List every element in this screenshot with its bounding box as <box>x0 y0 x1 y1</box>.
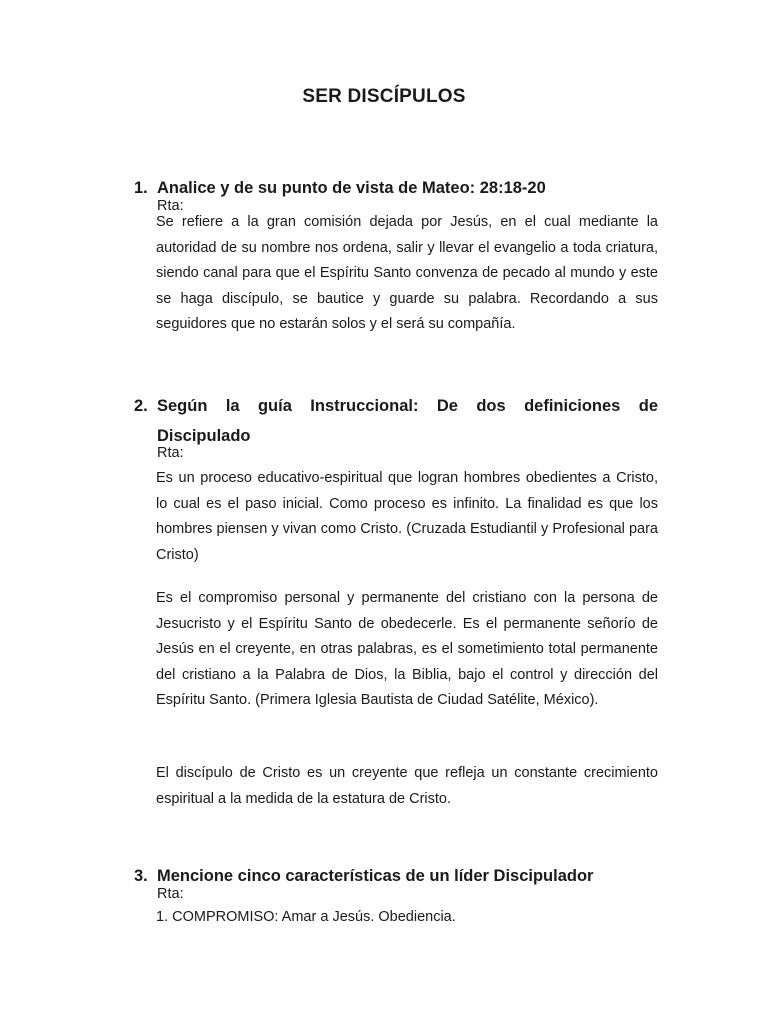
page-title: SER DISCÍPULOS <box>302 86 466 107</box>
question-number: 2. <box>134 397 148 415</box>
question-number: 1. <box>134 179 148 197</box>
answer-paragraph: Es un proceso educativo-espiritual que logran hombres obedientes a Cristo, lo cual es el paso inicial. Como proceso es infinito. La finalidad es que los hombres piensen y vivan como Cristo. (Cruzada Estudiantil y Profesional para Cristo) <box>156 470 658 563</box>
answer-label: Rta: <box>157 886 184 902</box>
answer-paragraph: Es el compromiso personal y permanente del cristiano con la persona de Jesucristo y el Espíritu Santo de obedecerle. Es el permanente señorío de Jesús en el creyente, en otras palabras, es el sometimiento total permanente del cristiano a la Palabra de Dios, la Biblia, bajo el control y dirección del Espíritu Santo. (Primera Iglesia Bautista de Ciudad Satélite, México). <box>156 590 658 708</box>
question-text: Discipulado <box>157 427 251 445</box>
question-text: Mencione cinco características de un líder Discipulador <box>157 867 594 885</box>
answer-paragraph: El discípulo de Cristo es un creyente que refleja un constante crecimiento espiritual a la medida de la estatura de Cristo. <box>156 765 658 807</box>
answer-label: Rta: <box>157 445 184 461</box>
question-text: Analice y de su punto de vista de Mateo: 28:18-20 <box>157 179 546 197</box>
answer-label: Rta: <box>157 198 184 214</box>
answer-list-item: 1. COMPROMISO: Amar a Jesús. Obediencia. <box>156 909 456 925</box>
answer-paragraph: Se refiere a la gran comisión dejada por Jesús, en el cual mediante la autoridad de su nombre nos ordena, salir y llevar el evangelio a toda criatura, siendo canal para que el Espíritu Santo convenza de pecado al mundo y este se haga discípulo, se bautice y guarde su palabra. Recordando a sus seguidores que no estarán solos y el será su compañía. <box>156 214 658 332</box>
question-text: Según la guía Instruccional: De dos definiciones de <box>157 397 658 415</box>
question-number: 3. <box>134 867 148 885</box>
